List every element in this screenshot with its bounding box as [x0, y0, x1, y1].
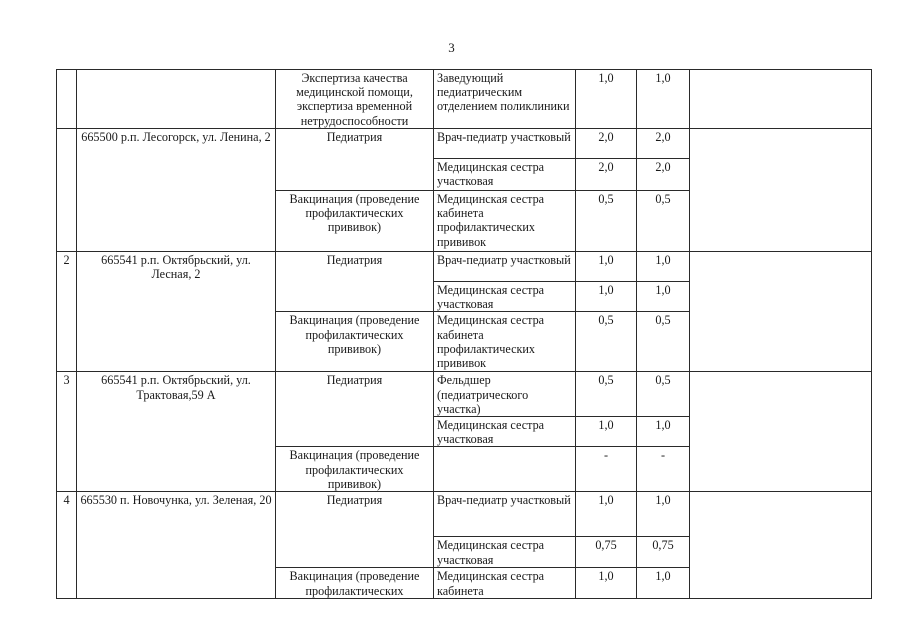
address-cell: [77, 70, 276, 129]
position-cell: [434, 447, 576, 492]
note-cell: [690, 252, 872, 372]
service-cell: Вакцинация (проведение профилактических прививок): [276, 312, 434, 372]
service-cell: Педиатрия: [276, 129, 434, 191]
rate-cell: 1,0: [576, 252, 637, 282]
rate-cell: 2,0: [637, 129, 690, 159]
position-cell: Заведующий педиатрическим отделением поликлиники: [434, 70, 576, 129]
table-row: [57, 70, 872, 129]
rate-cell: 0,5: [576, 312, 637, 372]
position-cell: Медицинская сестра участковая: [434, 159, 576, 191]
position-cell: Врач-педиатр участковый: [434, 129, 576, 159]
address-cell: 665530 п. Новочунка, ул. Зеленая, 20: [77, 492, 276, 598]
rate-cell: -: [637, 447, 690, 492]
rate-cell: 1,0: [576, 492, 637, 537]
rate-cell: 1,0: [637, 70, 690, 129]
num-cell: 2: [57, 252, 77, 372]
rate-cell: 1,0: [576, 282, 637, 312]
rate-cell: 1,0: [637, 417, 690, 447]
page-number: 3: [448, 40, 455, 55]
service-cell: Вакцинация (проведение профилактических: [276, 568, 434, 598]
num-cell: 3: [57, 372, 77, 492]
rate-cell: 1,0: [637, 492, 690, 537]
rate-cell: 1,0: [576, 70, 637, 129]
staffing-table: [56, 69, 872, 599]
rate-cell: 1,0: [576, 417, 637, 447]
position-cell: Врач-педиатр участковый: [434, 492, 576, 537]
rate-cell: 1,0: [576, 568, 637, 598]
table-row: [57, 252, 872, 282]
position-cell: Медицинская сестра кабинета профилактических прививок: [434, 312, 576, 372]
address-cell: 665541 р.п. Октябрьский, ул. Трактовая,59 А: [77, 372, 276, 492]
service-cell: Вакцинация (проведение профилактических прививок): [276, 191, 434, 252]
note-cell: [690, 372, 872, 492]
address-cell: 665500 р.п. Лесогорск, ул. Ленина, 2: [77, 129, 276, 252]
address-cell: 665541 р.п. Октябрьский, ул. Лесная, 2: [77, 252, 276, 372]
rate-cell: 1,0: [637, 252, 690, 282]
table-row: [57, 492, 872, 537]
position-cell: Врач-педиатр участковый: [434, 252, 576, 282]
rate-cell: 2,0: [637, 159, 690, 191]
position-cell: Медицинская сестра кабинета профилактических прививок: [434, 191, 576, 252]
service-cell: Педиатрия: [276, 252, 434, 312]
table-row: [57, 129, 872, 159]
note-cell: [690, 492, 872, 598]
rate-cell: 0,5: [576, 191, 637, 252]
service-cell: Вакцинация (проведение профилактических прививок): [276, 447, 434, 492]
num-cell: [57, 129, 77, 252]
position-cell: Фельдшер (педиатрического участка): [434, 372, 576, 417]
rate-cell: 2,0: [576, 129, 637, 159]
rate-cell: -: [576, 447, 637, 492]
service-cell: Педиатрия: [276, 372, 434, 447]
num-cell: 4: [57, 492, 77, 598]
rate-cell: 0,5: [637, 312, 690, 372]
rate-cell: 0,5: [637, 372, 690, 417]
table-row: [57, 372, 872, 417]
rate-cell: 0,5: [637, 191, 690, 252]
num-cell: [57, 70, 77, 129]
position-cell: Медицинская сестра участковая: [434, 417, 576, 447]
service-cell: Экспертиза качества медицинской помощи, экспертиза временной нетрудоспособности: [276, 70, 434, 129]
rate-cell: 2,0: [576, 159, 637, 191]
rate-cell: 0,75: [576, 537, 637, 568]
rate-cell: 0,5: [576, 372, 637, 417]
position-cell: Медицинская сестра участковая: [434, 282, 576, 312]
rate-cell: 1,0: [637, 282, 690, 312]
note-cell: [690, 70, 872, 129]
rate-cell: 0,75: [637, 537, 690, 568]
position-cell: Медицинская сестра участковая: [434, 537, 576, 568]
rate-cell: 1,0: [637, 568, 690, 598]
position-cell: Медицинская сестра кабинета: [434, 568, 576, 598]
note-cell: [690, 129, 872, 252]
service-cell: Педиатрия: [276, 492, 434, 568]
